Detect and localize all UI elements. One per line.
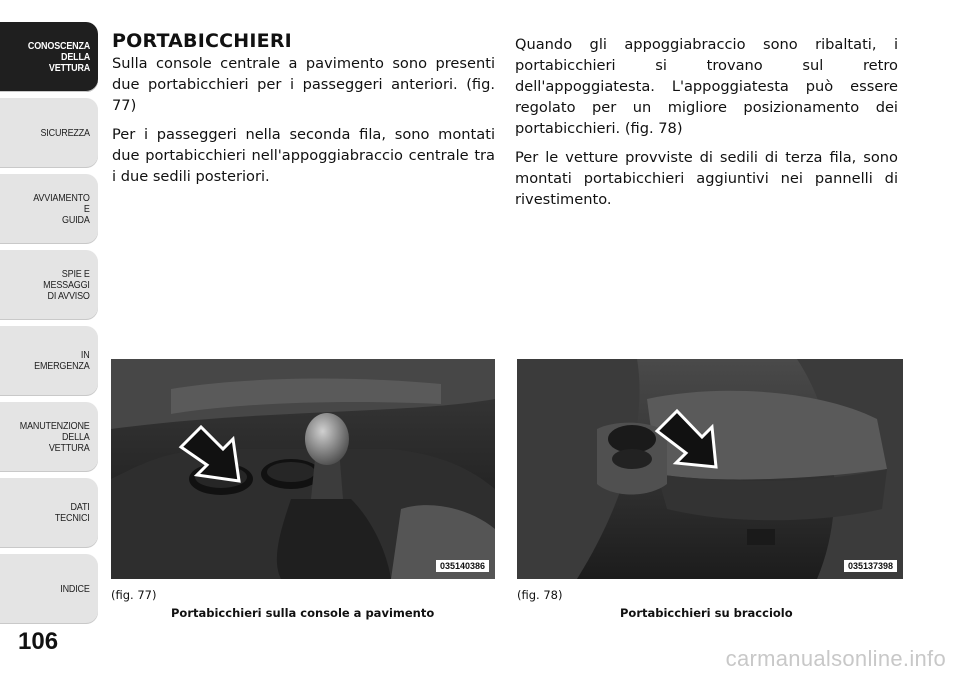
tab-indice[interactable] — [0, 554, 98, 624]
paragraph: Sulla console centrale a pavimento sono presenti due portabicchieri per i passeggeri anteriori. (fig. 77) — [112, 55, 495, 114]
tab-manutenzione-della-vettura[interactable] — [0, 402, 98, 472]
figure-number: (fig. 77) — [111, 588, 157, 602]
figure-code: 035140386 — [436, 560, 489, 572]
figure-number: (fig. 78) — [517, 588, 563, 602]
figure-77-image — [111, 359, 495, 579]
tab-label: SICUREZZA — [40, 127, 90, 139]
paragraph: Per i passeggeri nella seconda fila, sono montati due portabicchieri nell'appoggiabraccio centrale tra i due sedili posteriori. — [112, 126, 495, 185]
tab-sicurezza[interactable] — [0, 98, 98, 168]
tab-label: IN EMERGENZA — [34, 350, 90, 372]
console-cupholder-illustration — [111, 359, 495, 579]
tab-dati-tecnici[interactable] — [0, 478, 98, 548]
page-number: 106 — [18, 628, 59, 655]
figure-caption: Portabicchieri sulla console a pavimento — [171, 606, 435, 620]
tab-label: AVVIAMENTO E GUIDA — [33, 192, 90, 226]
right-column — [515, 34, 898, 218]
tab-label: INDICE — [60, 583, 90, 595]
figure-caption: Portabicchieri su bracciolo — [620, 606, 793, 620]
section-heading: PORTABICCHIERI — [112, 30, 292, 52]
paragraph: Per le vetture provviste di sedili di terza fila, sono montati portabicchieri aggiuntivi nei pannelli di rivestimento. — [515, 149, 898, 208]
tab-in-emergenza[interactable] — [0, 326, 98, 396]
tab-conoscenza-della-vettura[interactable] — [0, 22, 98, 92]
tab-label: SPIE E MESSAGGI DI AVVISO — [43, 268, 90, 302]
tab-avviamento-e-guida[interactable] — [0, 174, 98, 244]
armrest-cupholder-illustration — [517, 359, 903, 579]
tab-label: MANUTENZIONE DELLA VETTURA — [20, 420, 90, 454]
left-column — [112, 30, 495, 195]
figure-78-image — [517, 359, 903, 579]
tab-label: CONOSCENZA DELLA VETTURA — [27, 40, 90, 74]
watermark: carmanualsonline.info — [725, 646, 946, 671]
figure-code: 035137398 — [844, 560, 897, 572]
tab-label: DATI TECNICI — [55, 502, 90, 524]
tab-spie-e-messaggi[interactable] — [0, 250, 98, 320]
paragraph: Quando gli appoggiabraccio sono ribaltati, i portabicchieri si trovano sul retro dell'appoggiatesta. L'appoggiatesta può essere regolato per un migliore posizionamento dei portabicchieri. (fig. 78) — [515, 36, 898, 137]
